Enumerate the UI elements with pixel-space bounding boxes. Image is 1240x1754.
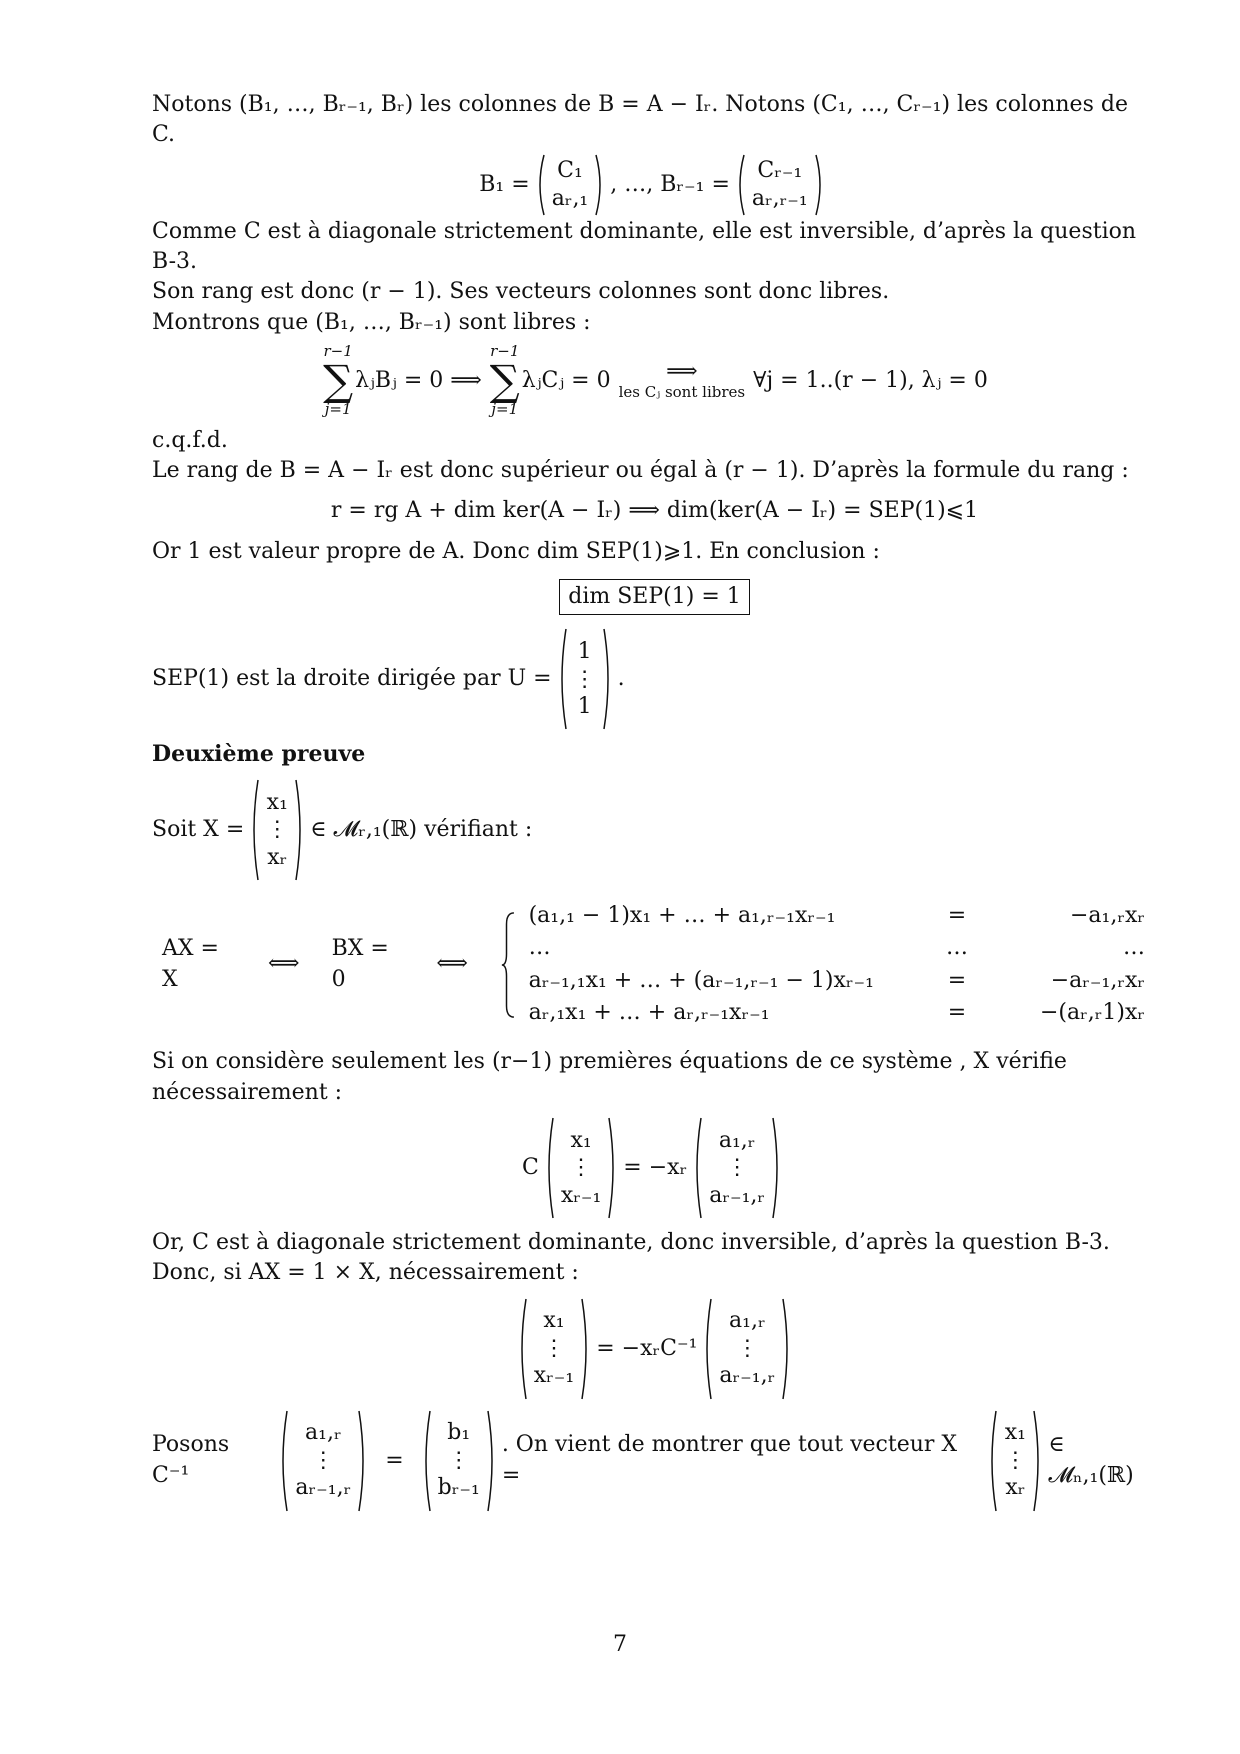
iff-symbol: ⟺ — [436, 951, 468, 977]
vector-entry: ⋮ — [447, 1447, 470, 1473]
vector-entry: ⋮ — [1004, 1447, 1027, 1473]
vector-b — [420, 1409, 498, 1513]
vector-entry: ⋮ — [542, 1335, 565, 1361]
matrix-br-1 — [734, 153, 826, 217]
para-inversible: Or, C est à diagonale strictement dominante, donc inversible, d’après la question B-3. Donc, si AX = 1 × X, nécessairement : — [152, 1229, 1110, 1286]
para-notation: Notons (B₁, …, Bᵣ₋₁, Bᵣ) les colonnes de B = A − Iᵣ. Notons (C₁, …, Cᵣ₋₁) les colonnes de C. — [152, 92, 1128, 148]
sys-eq: = — [947, 902, 967, 928]
para-valeur-propre: Or 1 est valeur propre de A. Donc dim SEP(1)⩾1. En conclusion : — [152, 538, 880, 564]
page-body — [152, 90, 1157, 1513]
vector-x-short — [543, 1116, 619, 1220]
eq-cx — [152, 1116, 1157, 1220]
vector-entry: a₁,ᵣ — [305, 1420, 342, 1446]
eq-b1-mid: , …, Bᵣ₋₁ = — [610, 171, 730, 197]
system-row — [517, 932, 1157, 964]
system-row — [517, 900, 1157, 932]
posons-text: Posons C⁻¹ — [152, 1432, 230, 1488]
sum-term-b: λⱼBⱼ = 0 ⟹ — [355, 367, 482, 393]
vector-x — [986, 1409, 1044, 1513]
vector-entry: xᵣ₋₁ — [560, 1182, 602, 1208]
vector-entry: ⋮ — [312, 1447, 335, 1473]
sum-lower: j=1 — [491, 399, 519, 418]
vector-entry: xᵣ — [267, 844, 288, 870]
vector-entry: aᵣ₋₁,ᵣ — [295, 1475, 352, 1501]
sys-bx: BX = 0 — [331, 936, 389, 992]
vector-entry: x₁ — [543, 1308, 565, 1334]
vector-entry: a₁,ᵣ — [718, 1127, 756, 1153]
para-dominante: Comme C est à diagonale strictement dominante, elle est inversible, d’après la question B-3. — [152, 218, 1137, 275]
droite-text: SEP(1) est la droite dirigée par U = — [152, 666, 552, 692]
eq-c-mid: = −xᵣ — [623, 1154, 688, 1180]
sys-eq: = — [947, 999, 967, 1025]
para-soit-x — [152, 778, 1157, 882]
iff-symbol: ⟺ — [268, 951, 300, 977]
sum-symbol: r−1 ∑ j=1 — [323, 342, 354, 418]
vector-entry: x₁ — [1004, 1420, 1026, 1446]
sys-rhs: −(aᵣ,ᵣ1)xᵣ — [1039, 999, 1145, 1025]
matrix-entry: Cᵣ₋₁ — [757, 158, 803, 184]
eq-b1-label: B₁ = — [479, 171, 530, 197]
vector-entry: aᵣ₋₁,ᵣ — [719, 1363, 776, 1389]
verifiant-text: ∈ 𝓜ᵣ,₁(ℝ) vérifiant : — [310, 816, 533, 842]
eq-rank-formula — [152, 496, 1157, 526]
vector-entry: ⋮ — [736, 1335, 759, 1361]
section-heading: Deuxième preuve — [152, 741, 366, 768]
sys-rhs: −a₁,ᵣxᵣ — [1069, 902, 1145, 928]
vector-entry: bᵣ₋₁ — [437, 1475, 480, 1501]
vector-entry: ⋮ — [570, 1155, 593, 1181]
vector-entry: xᵣ₋₁ — [533, 1363, 575, 1389]
sys-lhs: aᵣ,₁x₁ + … + aᵣ,ᵣ₋₁xᵣ₋₁ — [528, 999, 770, 1025]
equals-sign: = — [385, 1447, 404, 1473]
sum-upper: r−1 — [323, 342, 353, 361]
sys-eq: = — [947, 967, 967, 993]
vector-a-col — [701, 1297, 793, 1401]
sum-upper: r−1 — [490, 342, 520, 361]
system-table — [517, 900, 1157, 1029]
eq-sum-libres — [152, 344, 1157, 418]
sys-lhs: (a₁,₁ − 1)x₁ + … + a₁,ᵣ₋₁xᵣ₋₁ — [528, 902, 836, 928]
para-posons — [152, 1409, 1157, 1513]
para-droite: SEP(1) est la droite dirigée par U = 1 ⋮ 1 . — [152, 627, 1157, 731]
vector-entry: ⋮ — [266, 817, 289, 843]
sys-eq: … — [945, 935, 968, 961]
eq-system — [152, 900, 1157, 1029]
vector-x-short — [516, 1297, 592, 1401]
vector-entry: 1 — [577, 694, 592, 720]
vector-entry: 1 — [577, 639, 592, 665]
eq-inv-mid: = −xᵣC⁻¹ — [596, 1335, 698, 1361]
eq-boxed-result — [152, 579, 1157, 615]
sys-ax: AX = X — [162, 936, 219, 992]
sys-rhs: −aᵣ₋₁,ᵣxᵣ — [1050, 967, 1145, 993]
arrow-label: les Cⱼ sont libres — [618, 383, 746, 402]
soit-text: Soit X = — [152, 816, 245, 842]
vector-entry: xᵣ — [1005, 1475, 1026, 1501]
vector-entry: x₁ — [570, 1127, 592, 1153]
para-montrons: Montrons que (B₁, …, Bᵣ₋₁) sont libres : — [152, 309, 591, 335]
sys-lhs: aᵣ₋₁,₁x₁ + … + (aᵣ₋₁,ᵣ₋₁ − 1)xᵣ₋₁ — [528, 967, 874, 993]
matrix-entry: aᵣ,₁ — [551, 185, 589, 211]
matrix-entry: C₁ — [557, 158, 583, 184]
on-vient-text: . On vient de montrer que tout vecteur X = — [501, 1432, 958, 1488]
para-rang: Son rang est donc (r − 1). Ses vecteurs colonnes sont donc libres. — [152, 279, 890, 305]
matrix-c-label: C — [521, 1154, 539, 1180]
sys-rhs: … — [1123, 935, 1145, 961]
system-row — [517, 965, 1157, 997]
vector-a-col — [691, 1116, 783, 1220]
para-rang-b: Le rang de B = A − Iᵣ est donc supérieur ou égal à (r − 1). D’après la formule du rang : — [152, 458, 1129, 484]
vector-x — [248, 778, 306, 882]
matrix-b1 — [534, 153, 607, 217]
sum-term-c: λⱼCⱼ = 0 — [521, 367, 611, 393]
matrix-entry: aᵣ,ᵣ₋₁ — [751, 185, 808, 211]
left-brace — [500, 907, 517, 1023]
sum-lower: j=1 — [324, 399, 352, 418]
vector-u — [556, 627, 614, 731]
boxed-result: dim SEP(1) = 1 — [559, 579, 750, 615]
para-considere: Si on considère seulement les (r−1) premières équations de ce système , X vérifie nécessairement : — [152, 1049, 1067, 1105]
sum-result: ∀j = 1..(r − 1), λⱼ = 0 — [753, 367, 988, 393]
eq-columns-b — [152, 153, 1157, 217]
page-number: 7 — [613, 1632, 627, 1657]
sys-lhs: … — [528, 935, 551, 961]
vector-entry: x₁ — [266, 789, 288, 815]
eq-rank: r = rg A + dim ker(A − Iᵣ) ⟹ dim(ker(A − Iᵣ) = SEP(1)⩽1 — [330, 498, 979, 524]
sum-symbol: r−1 ∑ j=1 — [489, 342, 520, 418]
eq-inverse — [152, 1297, 1157, 1401]
vector-entry: aᵣ₋₁,ᵣ — [709, 1182, 766, 1208]
vector-a-col — [277, 1409, 369, 1513]
vector-entry: b₁ — [447, 1420, 471, 1446]
para-cqfd: c.q.f.d. — [152, 427, 228, 453]
system-row — [517, 997, 1157, 1029]
vector-entry: a₁,ᵣ — [729, 1308, 766, 1334]
vector-entry: ⋮ — [573, 666, 596, 692]
implies-arrow: ⟹ les Cⱼ sont libres — [618, 359, 746, 402]
membership-text: ∈ 𝓜ₙ,₁(ℝ) — [1048, 1432, 1134, 1488]
vector-entry: ⋮ — [726, 1155, 749, 1181]
